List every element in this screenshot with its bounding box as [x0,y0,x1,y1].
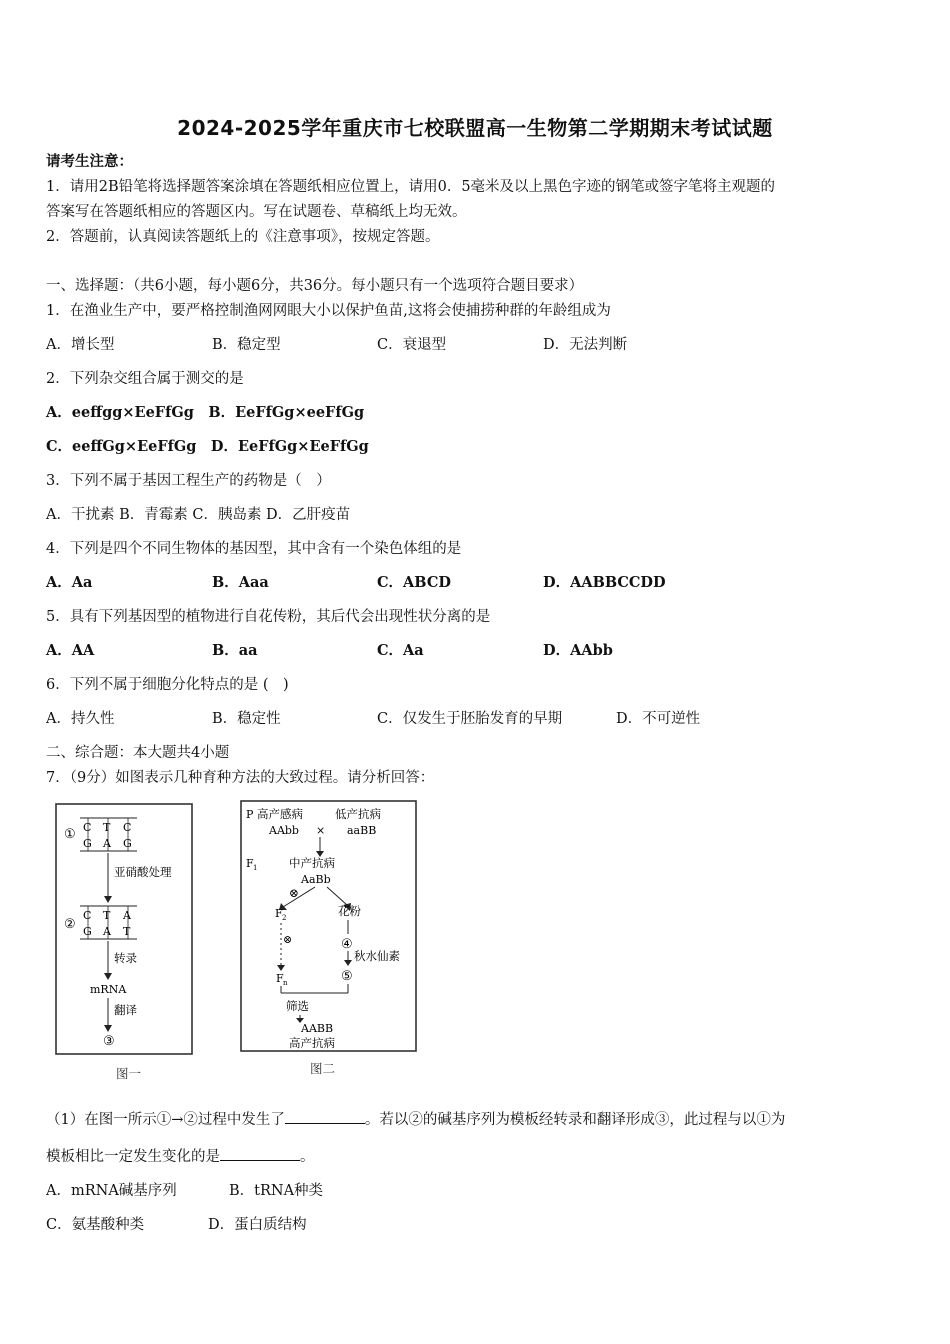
page-title: 2024-2025学年重庆市七校联盟高一生物第二学期期末考试试题 [177,116,773,140]
fig2-step-4: ④ [341,937,353,952]
notice-line-1b: 答案写在答题纸相应的答题区内。写在试题卷、草稿纸上均无效。 [46,204,467,220]
fig2-genotype-1: AAbb [269,824,299,837]
fig1-mrna: mRNA [90,983,127,996]
q1-option-b: B．稳定型 [212,337,281,353]
fig2-pollen: 花粉 [338,904,361,918]
fig2-caption: 图二 [310,1061,336,1076]
fig1-transcription: 转录 [114,951,137,965]
fig1-base-bottom-6: T [123,925,131,938]
q1-option-a: A．增长型 [46,337,115,353]
q5-option-a: A．AA [46,642,95,659]
fig1-treatment: 亚硝酸处理 [114,865,172,879]
notice-heading: 请考生注意： [46,153,133,170]
q7-sub1-line-b [46,1146,315,1167]
section-1-heading: 一、选择题：（共6小题，每小题6分，共36分。每小题只有一个选项符合题目要求） [46,278,584,294]
q5-stem: 5．具有下列基因型的植物进行自花传粉，其后代会出现性状分离的是 [46,609,491,625]
fig1-step-2: ② [64,917,76,932]
q7-sub1-text-c: 模板相比一定发生变化的是 [46,1149,220,1165]
fig1-base-top-1: C [83,821,92,834]
q3-options-row: A．干扰素 B．青霉素 C．胰岛素 D．乙肝疫苗 [46,507,351,523]
q4-stem: 4．下列是四个不同生物体的基因型，其中含有一个染色体组的是 [46,541,462,557]
q7-option-c: C．氨基酸种类 [46,1217,145,1233]
fig1-base-top-5: T [103,909,111,922]
q6-option-a: A．持久性 [46,711,115,727]
fig2-f1-phenotype: 中产抗病 [289,856,335,870]
fig1-step-1: ① [64,827,76,842]
q2-options-row-1: A．eeffgg×EeFfGg B．EeFfGg×eeFfGg [46,404,365,421]
fig1-base-bottom-1: G [83,837,92,850]
fig2-f1-label: F [246,857,254,870]
fig2-selection: 筛选 [286,999,309,1013]
notice-line-1a: 1．请用2B铅笔将选择题答案涂填在答题纸相应位置上，请用0．5毫米及以上黑色字迹的钢笔或签字笔将主观题的 [46,179,776,195]
fig2-cross-sign: × [316,824,326,837]
fig2-selfing-2: ⊗ [283,933,293,946]
q6-stem: 6．下列不属于细胞分化特点的是 ( ) [46,677,289,693]
q7-option-a: A．mRNA碱基序列 [46,1183,177,1199]
fig1-base-bottom-3: G [123,837,132,850]
q1-stem: 1．在渔业生产中，要严格控制渔网网眼大小以保护鱼苗,这将会使捕捞种群的年龄组成为 [46,303,611,319]
fig2-final-phenotype: 高产抗病 [289,1036,335,1050]
notice-line-2: 2．答题前，认真阅读答题纸上的《注意事项》，按规定答题。 [46,229,440,245]
q2-options-row-2: C．eeffGg×EeFfGg D．EeFfGg×EeFfGg [46,438,369,455]
fig1-base-bottom-4: G [83,925,92,938]
fig1-translation: 翻译 [114,1003,137,1017]
answer-blank-1[interactable] [285,1109,365,1124]
fig2-final-genotype: AABB [301,1022,334,1035]
answer-blank-2[interactable] [220,1146,300,1161]
q4-option-c: C．ABCD [377,574,451,591]
q3-stem: 3．下列不属于基因工程生产的药物是（ ） [46,473,331,489]
q7-option-b: B．tRNA种类 [229,1183,324,1199]
fig2-f2-subscript: 2 [282,914,287,922]
q7-stem: 7．（9分）如图表示几种育种方法的大致过程。请分析回答： [46,770,435,786]
fig2-colchicine: 秋水仙素 [354,949,400,963]
fig1-base-bottom-2: A [103,837,111,850]
fig2-selfing-1: ⊗ [289,886,300,900]
q5-option-b: B．aa [212,642,258,659]
fig1-base-bottom-5: A [103,925,111,938]
q6-option-b: B．稳定性 [212,711,281,727]
q5-option-c: C．Aa [377,642,424,659]
fig2-genotype-2: aaBB [347,824,377,837]
q7-sub1-text-a: （1）在图一所示①→②过程中发生了 [46,1112,285,1128]
fig2-parent-1: 高产感病 [257,807,303,821]
fig1-base-top-6: A [123,909,131,922]
fig2-parent-2: 低产抗病 [335,807,381,821]
fig2-f2-label: F [275,907,283,920]
figure-2 [237,797,427,1087]
fig2-f1-genotype: AaBb [301,873,331,886]
q5-option-d: D．AAbb [543,642,613,659]
section-2-heading: 二、综合题：本大题共4小题 [46,745,230,761]
fig2-fn-label: F [276,972,284,985]
fig2-p-label: P [246,808,254,821]
q7-option-d: D．蛋白质结构 [208,1217,307,1233]
q6-option-c: C．仅发生于胚胎发育的早期 [377,711,563,727]
q4-option-a: A．Aa [46,574,93,591]
q6-option-d: D．不可逆性 [616,711,701,727]
fig1-step-3: ③ [103,1034,115,1049]
q7-sub1-text-b: 。若以②的碱基序列为模板经转录和翻译形成③，此过程与以①为 [364,1112,786,1128]
figure-1 [52,800,202,1090]
q2-stem: 2．下列杂交组合属于测交的是 [46,371,244,387]
q4-option-b: B．Aaa [212,574,269,591]
q7-sub1-text-d: 。 [300,1149,315,1165]
fig1-caption: 图一 [116,1066,142,1081]
q7-sub1-line-a [46,1109,785,1130]
fig2-step-5: ⑤ [341,969,353,984]
q1-option-d: D．无法判断 [543,337,628,353]
fig1-base-top-2: T [103,821,111,834]
fig1-base-top-4: C [83,909,92,922]
q4-option-d: D．AABBCCDD [543,574,666,591]
fig1-base-top-3: C [123,821,132,834]
fig2-fn-subscript: n [283,979,288,987]
fig2-f1-subscript: 1 [253,864,258,872]
q1-option-c: C．衰退型 [377,337,447,353]
